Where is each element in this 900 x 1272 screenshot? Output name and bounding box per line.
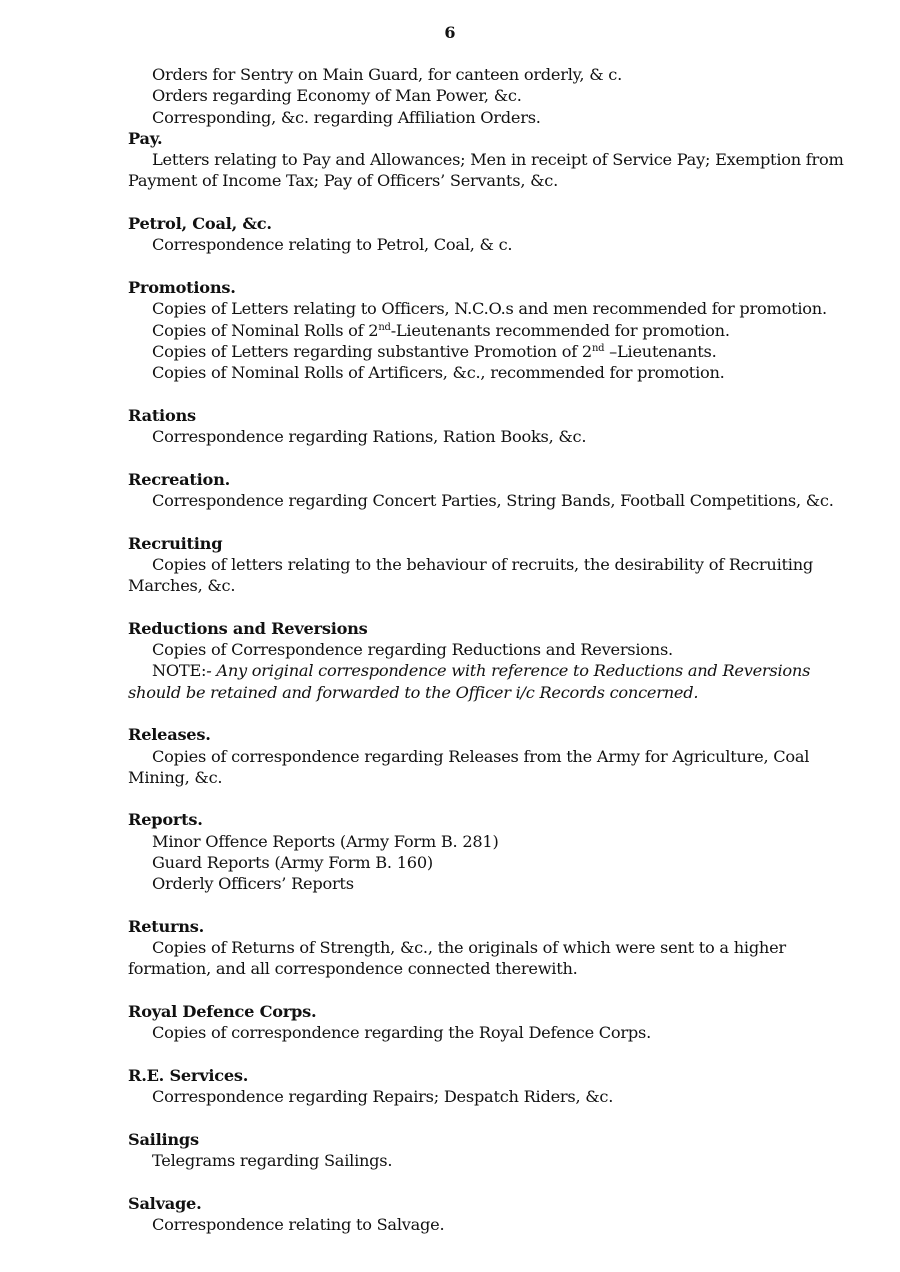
- section-returns: [128, 916, 850, 980]
- section-re-services: [128, 1065, 850, 1108]
- entry: [128, 320, 850, 341]
- entry: Copies of Letters relating to Officers, N.C.O.s and men recommended for promotion.: [152, 299, 827, 319]
- section-promotions: [128, 277, 850, 383]
- ordinal-suffix: nd: [591, 342, 605, 354]
- entry: Copies of letters relating to the behaviour of recruits, the desirability of Recruiting Marches, &c.: [128, 554, 813, 596]
- entry: Correspondence regarding Rations, Ration Books, &c.: [152, 427, 587, 447]
- note-text: - Any original correspondence with reference to Reductions and Reversions should be retained and forwarded to the Officer i/c Records concerned.: [128, 661, 811, 702]
- section-heading: Salvage.: [128, 1193, 202, 1213]
- section-heading: Recreation.: [128, 469, 231, 489]
- section-recruiting: [128, 533, 850, 597]
- entry: Copies of Returns of Strength, &c., the originals of which were sent to a higher formation, and all correspondence connected therewith.: [128, 938, 786, 979]
- note-label: NOTE:: [152, 661, 207, 681]
- entry-text: –Lieutenants.: [604, 341, 717, 361]
- section-reports: [128, 809, 850, 894]
- section-sailings: [128, 1129, 850, 1172]
- entry-text: Copies of Letters regarding substantive Promotion of 2: [152, 341, 592, 361]
- section-heading: R.E. Services.: [128, 1065, 249, 1085]
- section-heading: Reductions and Reversions: [128, 618, 368, 638]
- ordinal-suffix: nd: [378, 321, 391, 333]
- document-body: [128, 64, 850, 1257]
- entry: Copies of correspondence regarding Releases from the Army for Agriculture, Coal Mining, &c.: [128, 746, 810, 787]
- entry: Correspondence regarding Repairs; Despatch Riders, &c.: [152, 1087, 614, 1107]
- section-petrol: [128, 213, 850, 256]
- entry: Copies of Correspondence regarding Reductions and Reversions.: [152, 640, 673, 660]
- section-heading: Royal Defence Corps.: [128, 1002, 317, 1022]
- section-heading: Pay.: [128, 128, 163, 148]
- entry: Minor Offence Reports (Army Form B. 281): [152, 831, 499, 851]
- entry: Guard Reports (Army Form B. 160): [152, 852, 433, 872]
- entry: Orders for Sentry on Main Guard, for canteen orderly, & c.: [152, 65, 622, 84]
- entry: Letters relating to Pay and Allowances; Men in receipt of Service Pay; Exemption from Payment of Income Tax; Pay of Officers’ Servants, &c.: [128, 150, 844, 191]
- section-rations: [128, 405, 850, 448]
- section-heading: Promotions.: [128, 277, 236, 297]
- section-heading: Petrol, Coal, &c.: [128, 214, 272, 234]
- page-number: 6: [444, 23, 456, 42]
- section-heading: Rations: [128, 405, 196, 425]
- entry-text: Copies of Nominal Rolls of 2: [152, 320, 379, 340]
- section-heading: Returns.: [128, 916, 205, 936]
- section-salvage: [128, 1193, 850, 1236]
- section-heading: Recruiting: [128, 533, 223, 553]
- entry: Correspondence relating to Salvage.: [152, 1215, 445, 1235]
- section-heading: Releases.: [128, 725, 211, 745]
- entry: [128, 341, 850, 362]
- section-continued: [128, 64, 850, 128]
- section-heading: Reports.: [128, 810, 203, 830]
- section-heading: Sailings: [128, 1129, 199, 1149]
- entry: Copies of Nominal Rolls of Artificers, &c., recommended for promotion.: [152, 363, 725, 383]
- entry: Copies of correspondence regarding the Royal Defence Corps.: [152, 1023, 651, 1043]
- entry-text: -Lieutenants recommended for promotion.: [390, 320, 730, 340]
- entry: Correspondence regarding Concert Parties, String Bands, Football Competitions, &c.: [152, 490, 834, 510]
- entry: Orders regarding Economy of Man Power, &c.: [152, 86, 522, 106]
- section-pay: [128, 128, 850, 192]
- entry: Correspondence relating to Petrol, Coal, & c.: [152, 235, 513, 255]
- entry: Orderly Officers’ Reports: [152, 874, 354, 894]
- section-reductions: [128, 618, 850, 703]
- entry: Telegrams regarding Sailings.: [152, 1151, 393, 1171]
- note-entry: [128, 660, 850, 703]
- entry: Corresponding, &c. regarding Affiliation Orders.: [152, 107, 541, 127]
- section-recreation: [128, 469, 850, 512]
- section-royal-defence-corps: [128, 1001, 850, 1044]
- section-releases: [128, 724, 850, 788]
